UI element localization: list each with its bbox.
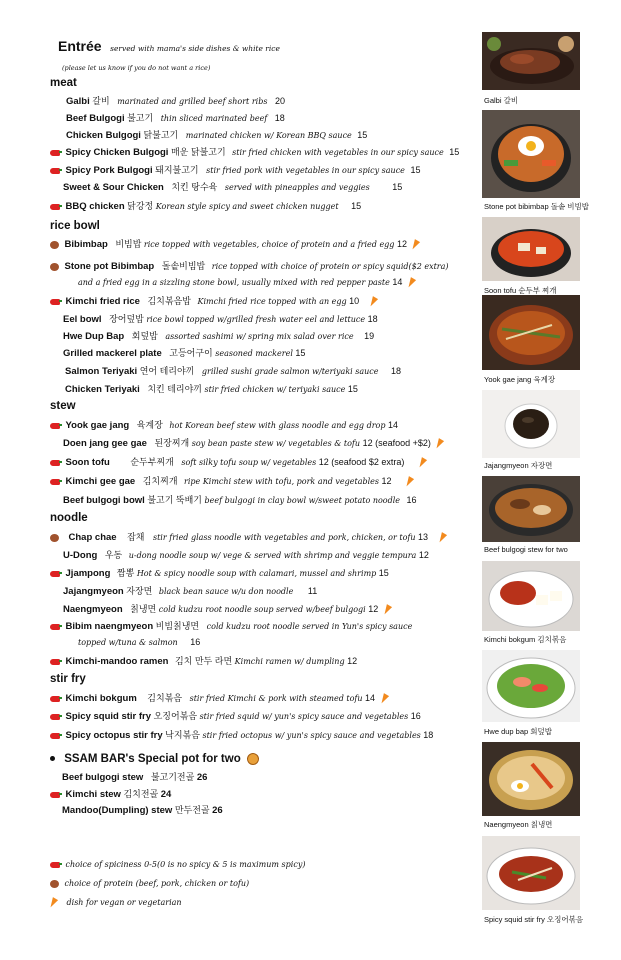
pepper-icon bbox=[50, 792, 60, 798]
item-price: 10 bbox=[349, 296, 360, 306]
item-desc: rice bowl topped w/grilled fresh water eel and lettuce bbox=[146, 315, 366, 324]
item-name: Sweet & Sour Chicken bbox=[63, 182, 164, 193]
item-price: 26 bbox=[212, 805, 223, 816]
item-price: 15 bbox=[357, 130, 368, 140]
item-desc: stir fried glass noodle with vegetables and pork, chicken, or tofu bbox=[152, 533, 416, 542]
item-price: 26 bbox=[196, 772, 208, 783]
pepper-icon bbox=[50, 714, 60, 720]
menu-item bbox=[63, 585, 317, 598]
item-name: Kimchi gee gae bbox=[65, 476, 136, 487]
section-rice-bowl: rice bowl bbox=[50, 220, 100, 232]
item-desc: Hot & spicy noodle soup with calamari, mussel and shrimp bbox=[136, 569, 377, 578]
legend-text: choice of protein (beef, pork, chicken or tofu) bbox=[64, 879, 250, 888]
menu-item bbox=[50, 419, 398, 432]
menu-item bbox=[50, 456, 425, 469]
item-korean: 닭강정 bbox=[127, 201, 154, 211]
item-name: Yook gae jang bbox=[65, 420, 130, 431]
item-price: 18 bbox=[423, 730, 434, 740]
kimchi-bokgum-photo bbox=[482, 561, 580, 631]
item-korean: 오징어볶음 bbox=[153, 711, 198, 721]
item-korean: 낙지볶음 bbox=[165, 730, 200, 740]
pepper-icon bbox=[50, 659, 60, 665]
item-korean: 돼지불고기 bbox=[155, 165, 199, 175]
menu-item bbox=[65, 383, 358, 396]
item-price: 12 bbox=[418, 550, 429, 560]
special-header bbox=[50, 752, 259, 766]
item-price: 12 bbox=[347, 656, 358, 666]
item-price: 13 bbox=[418, 532, 429, 542]
pepper-icon bbox=[50, 571, 60, 577]
carrot-icon bbox=[404, 476, 414, 488]
item-desc: assorted sashimi w/ spring mix salad over rice bbox=[165, 332, 354, 341]
item-korean: 불고기전골 bbox=[150, 772, 195, 782]
item-price: 16 bbox=[410, 711, 421, 721]
item-korean: 불고기 뚝배기 bbox=[147, 495, 202, 505]
menu-item bbox=[63, 437, 442, 450]
item-name: Spicy Pork Bulgogi bbox=[65, 165, 153, 176]
section-stir-fry: stir fry bbox=[50, 673, 86, 685]
item-name: U-Dong bbox=[63, 550, 98, 561]
item-desc: stir fried chicken with vegetables in our spicy sauce bbox=[232, 148, 444, 157]
legend-text: dish for vegan or vegetarian bbox=[66, 898, 182, 907]
item-price: 15 bbox=[347, 384, 358, 394]
item-price: 16 bbox=[190, 637, 201, 647]
menu-item bbox=[50, 710, 421, 723]
menu-item bbox=[63, 330, 374, 343]
legend-item bbox=[50, 896, 182, 909]
item-price: 12 bbox=[368, 604, 379, 614]
item-name: Soon tofu bbox=[65, 457, 110, 468]
pepper-icon bbox=[50, 862, 60, 868]
carrot-icon bbox=[436, 532, 446, 544]
item-price: 18 bbox=[391, 366, 402, 376]
page-subtitle: served with mama's side dishes & white rice bbox=[110, 44, 280, 53]
item-price: 19 bbox=[364, 331, 375, 341]
item-desc: Korean style spicy and sweet chicken nugget bbox=[155, 202, 339, 211]
item-desc: cold kudzu root noodle soup served w/beef bulgogi bbox=[158, 605, 366, 614]
pepper-icon bbox=[50, 733, 60, 739]
item-name: BBQ chicken bbox=[65, 201, 125, 212]
soon-tofu-photo bbox=[482, 217, 580, 281]
protein-icon bbox=[50, 263, 59, 271]
item-name: Chicken Bulgogi bbox=[66, 130, 141, 141]
menu-item bbox=[50, 531, 445, 544]
item-price: 15 bbox=[351, 201, 362, 211]
item-price: 15 bbox=[378, 568, 389, 578]
item-name: Chicken Teriyaki bbox=[65, 384, 140, 395]
item-desc: marinated and grilled beef short ribs bbox=[117, 97, 268, 106]
menu-item bbox=[50, 729, 433, 742]
menu-item bbox=[63, 347, 305, 360]
item-price: 18 bbox=[367, 314, 378, 324]
galbi-photo bbox=[482, 32, 580, 90]
item-desc: soy bean paste stew w/ vegetables & tofu bbox=[191, 439, 361, 448]
pepper-icon bbox=[50, 299, 60, 305]
carrot-icon bbox=[410, 239, 420, 251]
legend-text: choice of spiciness 0-5(0 is no spicy & 5 is maximum spicy) bbox=[65, 860, 306, 869]
item-name: Doen jang gee gae bbox=[63, 438, 147, 449]
item-price: 14 bbox=[392, 277, 403, 287]
beef-bulgogi-stew-caption: Beef bulgogi stew for two bbox=[484, 545, 568, 554]
item-korean: 칡냉면 bbox=[130, 604, 157, 614]
page-title: Entrée bbox=[58, 38, 102, 54]
menu-item bbox=[63, 181, 402, 194]
menu-item bbox=[50, 295, 376, 308]
item-korean: 돌솥비빔밥 bbox=[161, 261, 206, 271]
special-item bbox=[50, 788, 171, 801]
hwe-dup-bap-photo bbox=[482, 650, 580, 722]
item-price: 15 bbox=[392, 182, 403, 192]
item-name: Bibimbap bbox=[64, 239, 108, 250]
item-price: 24 bbox=[160, 789, 172, 800]
section-meat: meat bbox=[50, 77, 77, 89]
item-desc: beef bulgogi in clay bowl w/sweet potato noodle bbox=[204, 496, 401, 505]
item-desc-cont: topped w/tuna & salmon bbox=[78, 638, 178, 647]
item-price: 15 bbox=[449, 147, 460, 157]
item-korean: 연어 테리야끼 bbox=[139, 366, 195, 376]
item-name: Spicy Chicken Bulgogi bbox=[65, 147, 169, 158]
naengmyeon-photo bbox=[482, 742, 580, 816]
menu-item bbox=[66, 129, 367, 142]
item-price: 12 bbox=[396, 239, 407, 249]
menu-item bbox=[63, 603, 390, 616]
item-name: Stone pot Bibimbap bbox=[64, 261, 155, 272]
item-price: 11 bbox=[307, 586, 318, 596]
item-name: Spicy octopus stir fry bbox=[65, 730, 163, 741]
menu-item bbox=[50, 260, 449, 273]
item-korean: 갈비 bbox=[92, 96, 110, 106]
item-desc: soft silky tofu soup w/ vegetables bbox=[181, 458, 317, 467]
item-korean: 김치 만두 라면 bbox=[174, 656, 233, 666]
item-korean: 김치찌개 bbox=[142, 476, 178, 486]
item-korean: 육계장 bbox=[136, 420, 163, 430]
item-desc: stir fried octopus w/ yun's spicy sauce and vegetables bbox=[202, 731, 421, 740]
pepper-icon bbox=[50, 479, 60, 485]
menu-item bbox=[66, 112, 285, 125]
carrot-icon bbox=[406, 277, 416, 289]
carrot-icon bbox=[382, 604, 392, 616]
item-korean: 장어덮밥 bbox=[109, 314, 144, 324]
menu-item bbox=[66, 95, 285, 108]
item-price: 14 bbox=[387, 420, 398, 430]
item-name: Kimchi-mandoo ramen bbox=[65, 656, 169, 667]
item-name: Grilled mackerel plate bbox=[63, 348, 162, 359]
kimchi-bokgum-caption: Kimchi bokgum 김치볶음 bbox=[484, 635, 567, 644]
item-name: Chap chae bbox=[68, 532, 117, 543]
menu-item bbox=[50, 164, 420, 177]
menu-item bbox=[50, 567, 389, 580]
item-korean: 짬뽕 bbox=[116, 568, 135, 578]
item-desc: rice topped with choice of protein or spicy squid($2 extra) bbox=[211, 262, 449, 271]
item-price: 12 bbox=[381, 476, 392, 486]
section-stew: stew bbox=[50, 400, 76, 412]
item-korean: 김치볶음밥 bbox=[147, 296, 191, 306]
carrot-icon bbox=[417, 457, 427, 469]
item-name: Jajangmyeon bbox=[63, 586, 124, 597]
naengmyeon-caption: Naengmyeon 칡냉면 bbox=[484, 820, 553, 829]
item-desc: stir fried squid w/ yun's spicy sauce and vegetables bbox=[199, 712, 409, 721]
photo-column bbox=[478, 0, 621, 960]
pepper-icon bbox=[50, 624, 60, 630]
spicy-squid-photo bbox=[482, 836, 580, 910]
menu-item bbox=[65, 365, 401, 378]
item-price: 15 bbox=[295, 348, 306, 358]
item-korean: 김치전골 bbox=[123, 789, 159, 799]
menu-item-desc-cont bbox=[78, 636, 200, 649]
item-name: Hwe Dup Bap bbox=[63, 331, 125, 342]
item-korean: 순두부찌개 bbox=[130, 457, 174, 467]
pepper-icon bbox=[50, 423, 60, 429]
item-desc: Kimchi fried rice topped with an egg bbox=[197, 297, 347, 306]
protein-icon bbox=[50, 880, 59, 888]
special-item bbox=[62, 804, 223, 817]
beef-bulgogi-stew-photo bbox=[482, 476, 580, 542]
item-korean: 치킨 탕수육 bbox=[171, 182, 218, 192]
item-name: Kimchi fried rice bbox=[65, 296, 140, 307]
item-name: Naengmyeon bbox=[63, 604, 123, 615]
menu-item bbox=[63, 313, 378, 326]
spicy-squid-caption: Spicy squid stir fry 오징어볶음 bbox=[484, 915, 584, 924]
item-desc: thin sliced marinated beef bbox=[160, 114, 268, 123]
stone-pot-bibimbap-caption: Stone pot bibimbap 돌솥 비빔밥 bbox=[484, 202, 590, 211]
item-name: Salmon Teriyaki bbox=[65, 366, 138, 377]
protein-icon bbox=[50, 534, 59, 542]
item-desc: u-dong noodle soup w/ vege & served with shrimp and veggie tempura bbox=[128, 551, 417, 560]
pepper-icon bbox=[50, 168, 60, 174]
galbi-caption: Galbi 갈비 bbox=[484, 96, 519, 105]
item-name: Beef Bulgogi bbox=[66, 113, 125, 124]
item-korean: 잡채 bbox=[127, 532, 145, 542]
yook-gae-jang-photo bbox=[482, 295, 580, 370]
item-name: Kimchi stew bbox=[65, 789, 121, 800]
pepper-icon bbox=[50, 150, 60, 156]
rice-note: (please let us know if you do not want a rice) bbox=[62, 64, 211, 72]
item-korean: 자장면 bbox=[126, 586, 153, 596]
bullet-icon bbox=[50, 756, 55, 761]
menu-item bbox=[50, 692, 387, 705]
item-desc: marinated chicken w/ Korean BBQ sauce bbox=[185, 131, 352, 140]
item-desc: stir fried Kimchi & pork with steamed tofu bbox=[189, 694, 363, 703]
item-korean: 된장찌개 bbox=[154, 438, 190, 448]
yook-gae-jang-caption: Yook gae jang 육계장 bbox=[484, 375, 556, 384]
menu-item bbox=[50, 200, 361, 213]
stone-pot-bibimbap-photo bbox=[482, 110, 580, 198]
soon-tofu-caption: Soon tofu 순두부 찌개 bbox=[484, 286, 557, 295]
item-desc: rice topped with vegetables, choice of protein and a fried egg bbox=[143, 240, 395, 249]
jajangmyeon-caption: Jajangmyeon 자장면 bbox=[484, 461, 553, 470]
item-desc: hot Korean beef stew with glass noodle and egg drop bbox=[169, 421, 386, 430]
item-name: Eel bowl bbox=[63, 314, 102, 325]
item-korean: 비빔칡냉면 bbox=[155, 621, 200, 631]
pepper-icon bbox=[50, 204, 60, 210]
special-item bbox=[62, 771, 207, 784]
item-korean: 닭불고기 bbox=[143, 130, 179, 140]
item-korean: 만두전골 bbox=[174, 805, 210, 815]
item-korean: 김치볶음 bbox=[147, 693, 183, 703]
item-korean: 매운 닭불고기 bbox=[170, 147, 226, 157]
item-desc: seasoned mackerel bbox=[215, 349, 293, 358]
item-korean: 치킨 테리야끼 bbox=[147, 384, 202, 394]
item-desc: Kimchi ramen w/ dumpling bbox=[234, 657, 345, 666]
item-price: 14 bbox=[365, 693, 376, 703]
menu-item bbox=[50, 238, 418, 251]
item-price: 20 bbox=[274, 96, 285, 106]
item-desc: cold kudzu root noodle served in Yun's spicy sauce bbox=[206, 622, 413, 631]
protein-icon bbox=[50, 241, 59, 249]
menu-item bbox=[50, 620, 412, 633]
item-name: Galbi bbox=[66, 96, 90, 107]
item-korean: 우동 bbox=[104, 550, 123, 560]
legend-item bbox=[50, 858, 305, 871]
item-name: Spicy squid stir fry bbox=[65, 711, 152, 722]
carrot-icon bbox=[48, 897, 58, 909]
item-price: 16 bbox=[406, 495, 417, 505]
item-name: Beef bulgogi stew bbox=[62, 772, 144, 783]
item-korean: 불고기 bbox=[127, 113, 154, 123]
item-name: Kimchi bokgum bbox=[65, 693, 137, 704]
item-desc: stir fried pork with vegetables in our spicy sauce bbox=[206, 166, 405, 175]
menu-item-desc-cont bbox=[78, 276, 414, 289]
menu-item bbox=[50, 146, 459, 159]
item-korean: 고등어구이 bbox=[169, 348, 213, 358]
item-name: Beef bulgogi bowl bbox=[63, 495, 145, 506]
item-name: Jjampong bbox=[65, 568, 111, 579]
hwe-dup-bap-caption: Hwe dup bap 회덮밥 bbox=[484, 727, 553, 736]
item-desc: served with pineapples and veggies bbox=[224, 183, 370, 192]
carrot-icon bbox=[368, 296, 378, 308]
section-noodle: noodle bbox=[50, 512, 88, 524]
item-korean: 비빔밥 bbox=[115, 239, 142, 249]
jajangmyeon-photo bbox=[482, 390, 580, 458]
item-name: Bibim naengmyeon bbox=[65, 621, 154, 632]
menu-item bbox=[63, 494, 417, 507]
menu-item bbox=[50, 655, 357, 668]
item-korean: 회덮밥 bbox=[131, 331, 158, 341]
item-price: 15 bbox=[410, 165, 421, 175]
item-price: 18 bbox=[274, 113, 285, 123]
pepper-icon bbox=[50, 460, 60, 466]
menu-item bbox=[50, 475, 412, 488]
item-desc: black bean sauce w/u don noodle bbox=[158, 587, 294, 596]
carrot-icon bbox=[434, 438, 444, 450]
item-price: 12 (seafood +$2) bbox=[362, 438, 431, 448]
item-desc: stir fried chicken w/ teriyaki sauce bbox=[204, 385, 346, 394]
special-title: SSAM BAR's Special pot for two bbox=[64, 753, 241, 765]
item-name: Mandoo(Dumpling) stew bbox=[62, 805, 173, 816]
entree-header bbox=[58, 40, 280, 55]
item-desc: grilled sushi grade salmon w/teriyaki sauce bbox=[201, 367, 379, 376]
pepper-icon bbox=[50, 696, 60, 702]
item-desc: ripe Kimchi stew with tofu, pork and vegetables bbox=[184, 477, 380, 486]
legend-item bbox=[50, 877, 249, 890]
item-desc-cont: and a fried egg in a sizzling stone bowl, usually mixed with red pepper paste bbox=[78, 278, 390, 287]
carrot-icon bbox=[378, 693, 388, 705]
menu-item bbox=[63, 549, 429, 562]
item-price: 12 (seafood $2 extra) bbox=[318, 457, 405, 467]
hot-pot-icon bbox=[247, 753, 259, 765]
